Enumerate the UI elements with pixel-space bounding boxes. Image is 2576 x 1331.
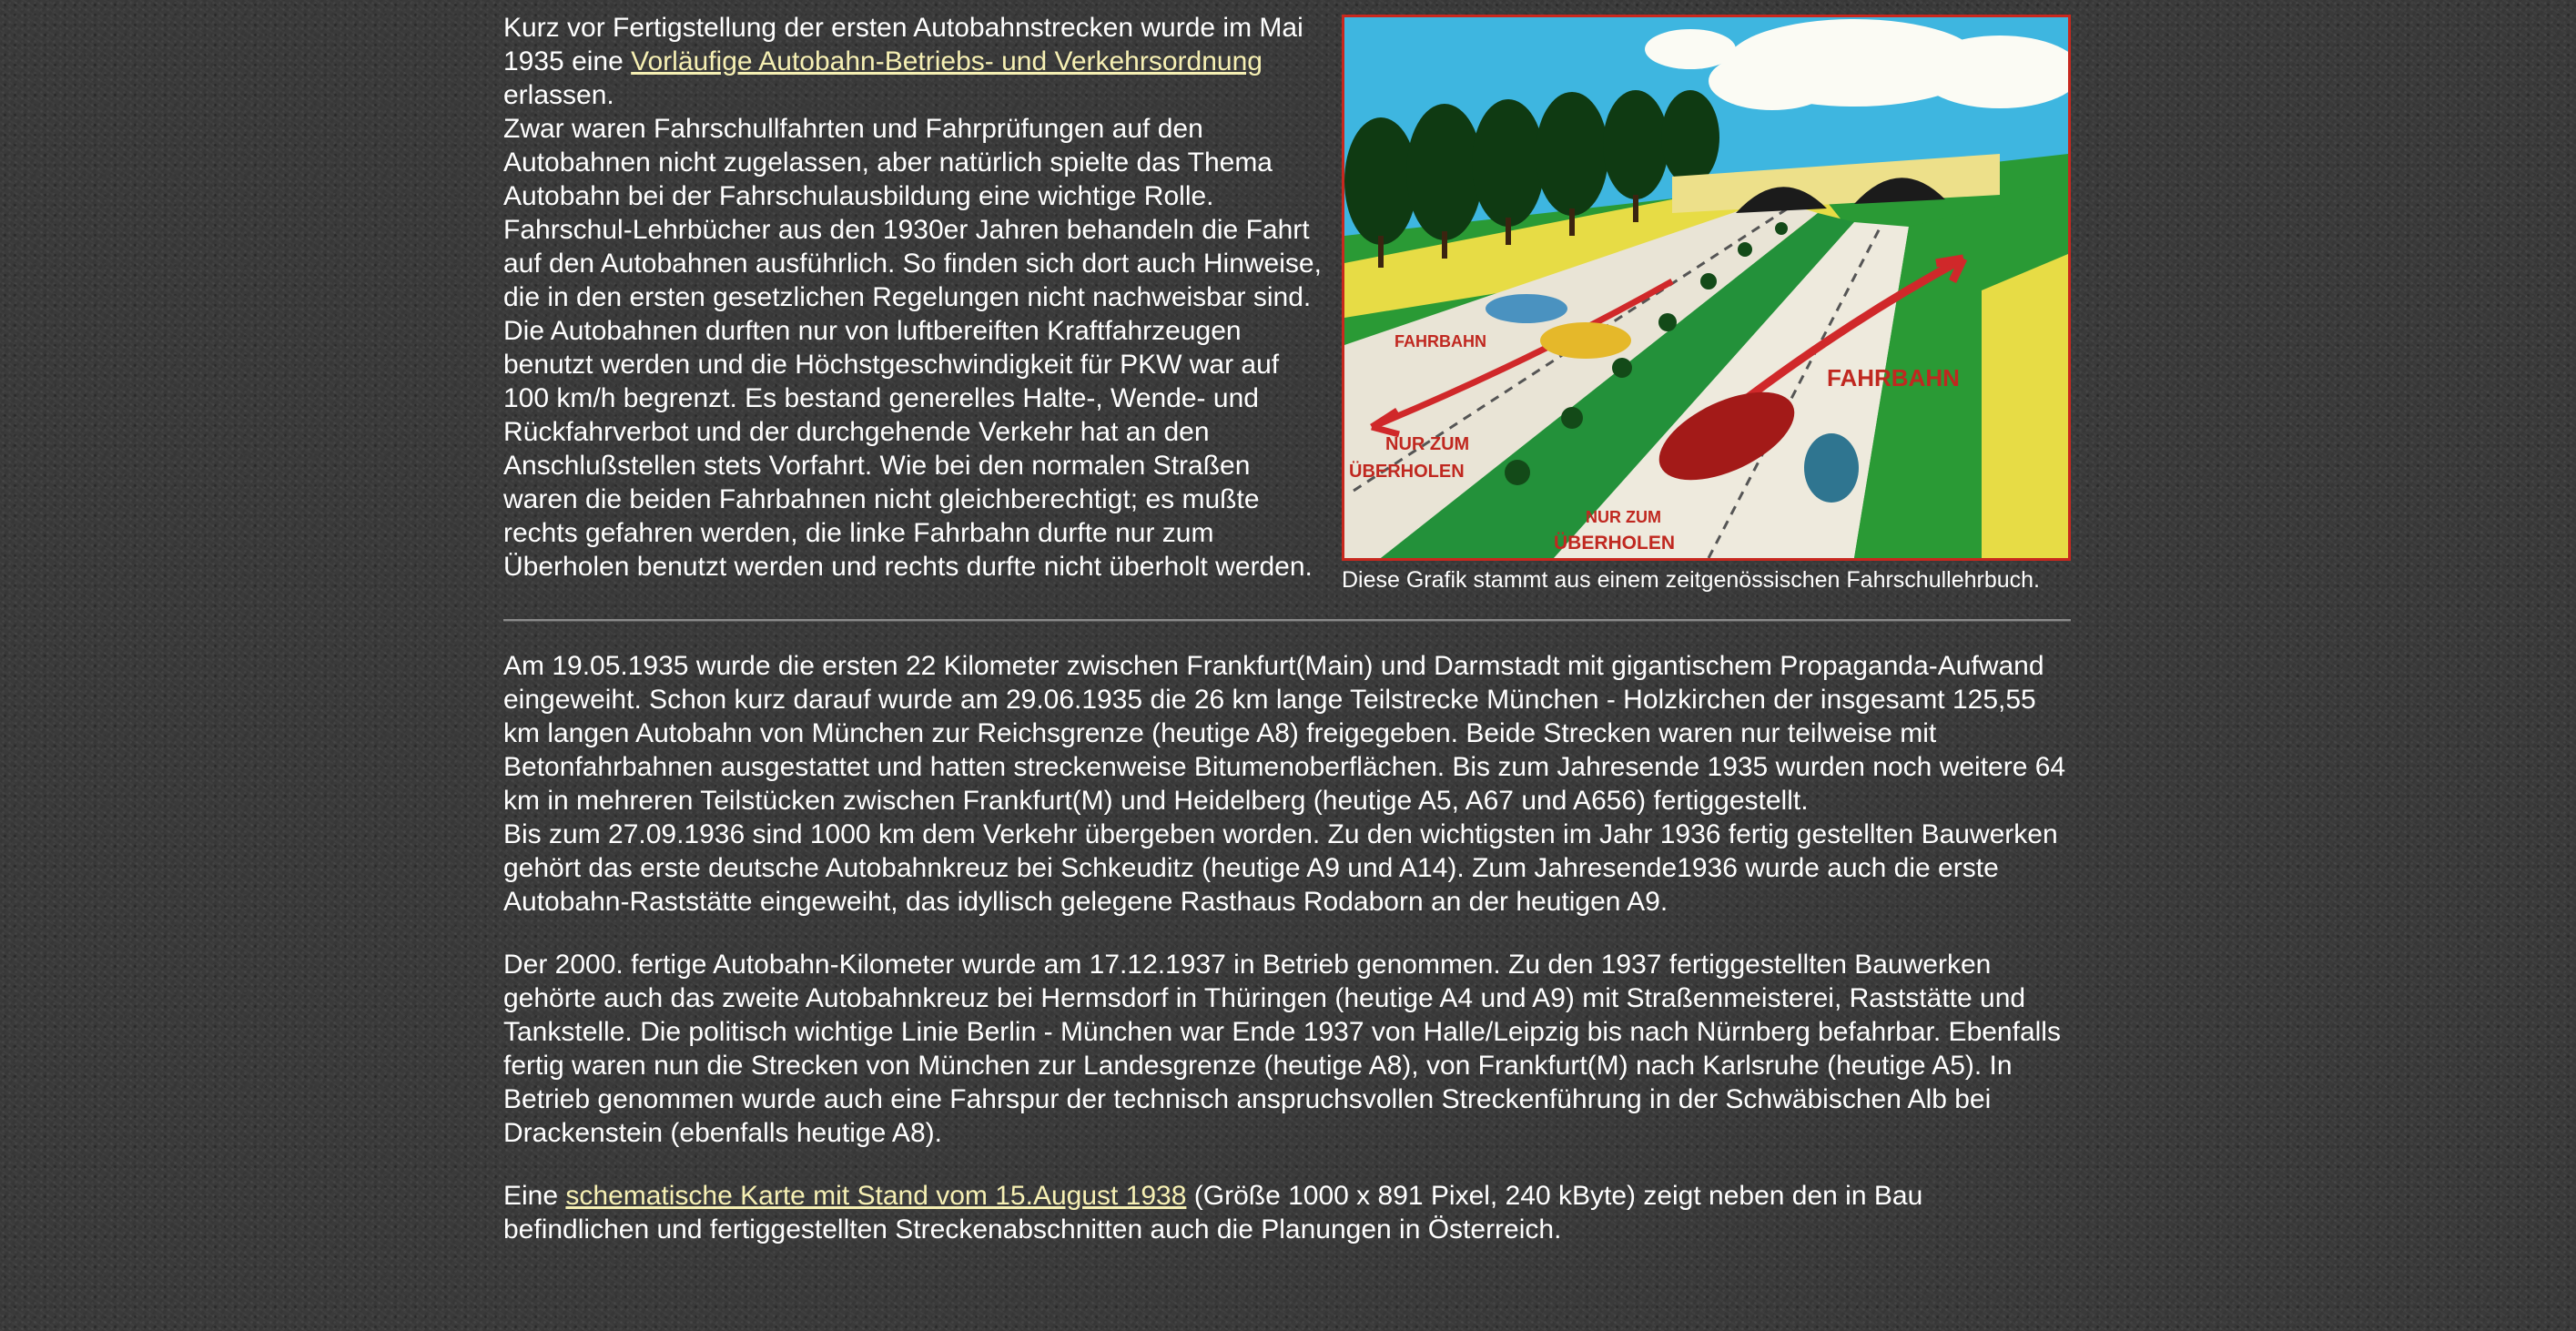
label-ueberholen-2: ÜBERHOLEN bbox=[1554, 533, 1676, 554]
history-text bbox=[503, 649, 2071, 1246]
paragraph-1936: Bis zum 27.09.1936 sind 1000 km dem Verkehr übergeben worden. Zu den wichtigsten im Jahr 1936 fertig gestellten Bauwerken gehört das erste deutsche Autobahnkreuz bei Schkeuditz (heutige A9 und A14). Zum Jahresende1936 wurde auch die erste Autobahn-Raststätte eingeweiht, das idyllisch gelegene Rasthaus Rodaborn an der heutigen A9. bbox=[503, 819, 2058, 917]
paragraph-1935: Am 19.05.1935 wurde die ersten 22 Kilometer zwischen Frankfurt(Main) und Darmstadt mit gigantischem Propaganda-Aufwand eingeweiht. Schon kurz darauf wurde am 29.06.1935 die 26 km lange Teilstrecke München - Holzkirchen der insgesamt 125,55 km langen Autobahn von München zur Reichsgrenze (heutige A8) freigegeben. Beide Strecken waren nur teilweise mit Betonfahrbahnen ausgestattet und hatten streckenweise Bitumenoberflächen. Bis zum Jahresende 1935 wurden noch weitere 64 km in mehreren Teilstücken zwischen Frankfurt(M) und Heidelberg (heutige A5, A67 und A656) fertiggestellt. bbox=[503, 651, 2066, 816]
autobahn-illustration bbox=[1342, 15, 2071, 561]
intro-paragraph-2: Zwar waren Fahrschullfahrten und Fahrprüfungen auf den Autobahnen nicht zugelassen, aber natürlich spielte das Thema Autobahn bei der Fahrschulausbildung eine wichtige Rolle. Fahrschul-Lehrbücher aus den 1930er Jahren behandeln die Fahrt auf den Autobahnen ausführlich. So finden sich dort auch Hinweise, die in den ersten gesetzlichen Regelungen nicht nachweisbar sind. Die Autobahnen durften nur von luftbereiften Kraftfahrzeugen benutzt werden und die Höchstgeschwindigkeit für PKW war auf 100 km/h begrenzt. Es bestand generelles Halte-, Wende- und Rückfahrverbot und der durchgehende Verkehr hat an den Anschlußstellen stets Vorfahrt. Wie bei den normalen Straßen waren die beiden Fahrbahnen nicht gleichberechtigt; es mußte rechts gefahren werden, die linke Fahrbahn durfte nur zum Überholen benutzt werden und rechts durfte nicht überholt werden. bbox=[503, 114, 1322, 582]
label-fahrbahn-small: FAHRBAHN bbox=[1394, 332, 1486, 351]
illustration-figure bbox=[1342, 15, 2071, 594]
paragraph-1937: Der 2000. fertige Autobahn-Kilometer wurde am 17.12.1937 in Betrieb genommen. Zu den 1937 fertiggestellten Bauwerken gehörte auch das zweite Autobahnkreuz bei Hermsdorf in Thüringen (heutige A4 und A9) mit Straßenmeisterei, Raststätte und Tankstelle. Die politisch wichtige Linie Berlin - München war Ende 1937 von Halle/Leipzig bis nach Nürnberg befahrbar. Ebenfalls fertig waren nun die Strecken von München zur Landesgrenze (heutige A8), von Frankfurt(M) nach Karlsruhe (heutige A5). In Betrieb genommen wurde auch eine Fahrspur der technisch anspruchsvollen Streckenführung in der Schwäbischen Alb bei Drackenstein (ebenfalls heutige A8). bbox=[503, 950, 2061, 1148]
verkehrsordnung-link[interactable]: Vorläufige Autobahn-Betriebs- und Verkehrsordnung bbox=[631, 46, 1263, 76]
intro-section bbox=[503, 11, 2071, 619]
figure-caption: Diese Grafik stammt aus einem zeitgenössischen Fahrschullehrbuch. bbox=[1342, 567, 2041, 593]
intro-paragraph-1: Kurz vor Fertigstellung der ersten Autobahnstrecken wurde im Mai 1935 eine Vorläufige Autobahn-Betriebs- und Verkehrsordnung erlassen. bbox=[503, 13, 1303, 110]
label-ueberholen-1: ÜBERHOLEN bbox=[1349, 462, 1465, 482]
label-nur-zum-1: NUR ZUM bbox=[1385, 434, 1470, 454]
page-content bbox=[503, 11, 2071, 1275]
label-nur-zum-2: NUR ZUM bbox=[1586, 508, 1661, 526]
paragraph-map: Eine schematische Karte mit Stand vom 15.August 1938 (Größe 1000 x 891 Pixel, 240 kByte) zeigt neben den in Bau befindlichen und fertiggestellten Streckenabschnitten auch die Planungen in Österreich. bbox=[503, 1181, 1923, 1245]
intro-text bbox=[503, 11, 1323, 584]
section-divider bbox=[503, 619, 2071, 622]
schematic-map-link[interactable]: schematische Karte mit Stand vom 15.August 1938 bbox=[565, 1181, 1187, 1211]
label-fahrbahn-large: FAHRBAHN bbox=[1827, 364, 1960, 391]
